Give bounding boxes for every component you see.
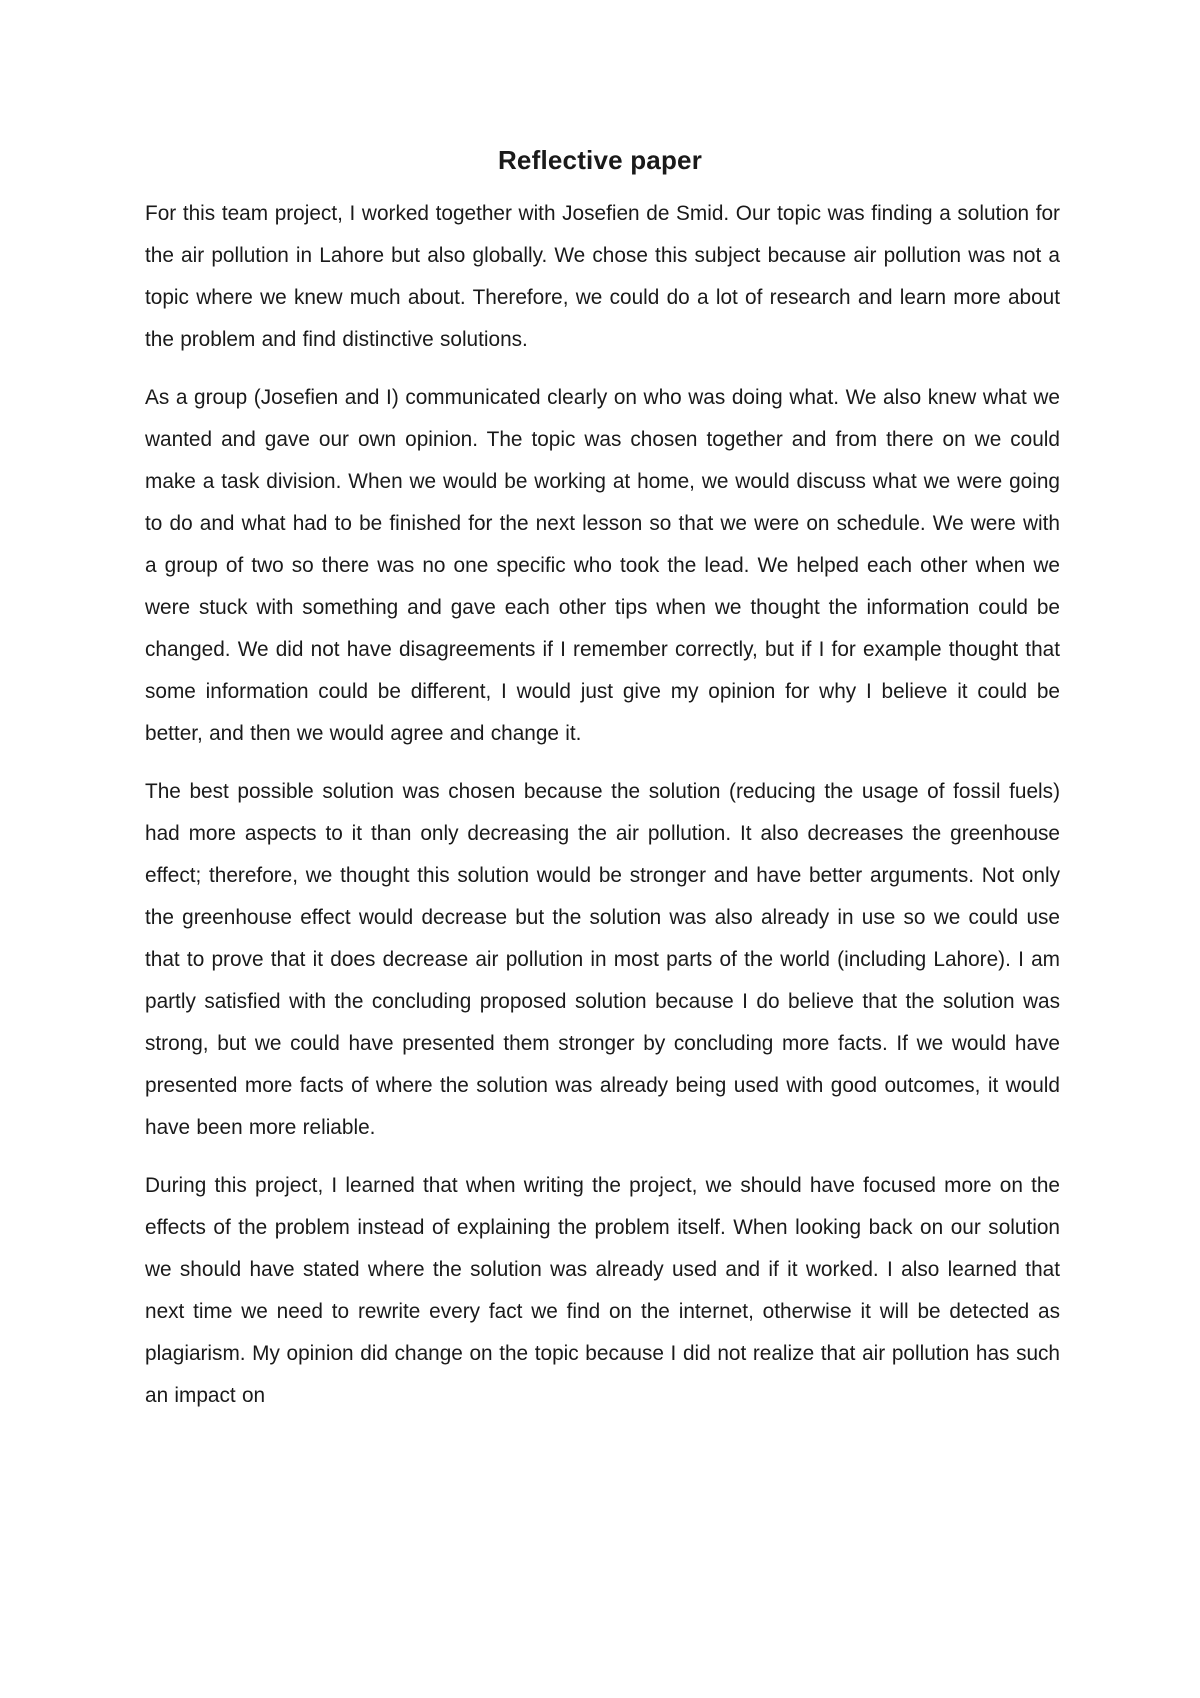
paragraph-2: As a group (Josefien and I) communicated clearly on who was doing what. We also knew what we wanted and gave our own opinion. The topic was chosen together and from there on we could make a task division. When we would be working at home, we would discuss what we were going to do and what had to be finished for the next lesson so that we were on schedule. We were with a group of two so there was no one specific who took the lead. We helped each other when we were stuck with something and gave each other tips when we thought the information could be changed. We did not have disagreements if I remember correctly, but if I for example thought that some information could be different, I would just give my opinion for why I believe it could be better, and then we would agree and change it.: [145, 386, 1060, 745]
paragraph-1: For this team project, I worked together with Josefien de Smid. Our topic was finding a solution for the air pollution in Lahore but also globally. We chose this subject because air pollution was not a topic where we knew much about. Therefore, we could do a lot of research and learn more about the problem and find distinctive solutions.: [145, 202, 1060, 351]
document-body: [145, 193, 1060, 1433]
paragraph-4: During this project, I learned that when writing the project, we should have focused more on the effects of the problem instead of explaining the problem itself. When looking back on our solution we should have stated where the solution was already used and if it worked. I also learned that next time we need to rewrite every fact we find on the internet, otherwise it will be detected as plagiarism. My opinion did change on the topic because I did not realize that air pollution has such an impact on: [145, 1174, 1060, 1407]
document-title: Reflective paper: [497, 145, 703, 175]
paragraph-3: The best possible solution was chosen because the solution (reducing the usage of fossil fuels) had more aspects to it than only decreasing the air pollution. It also decreases the greenhouse effect; therefore, we thought this solution would be stronger and have better arguments. Not only the greenhouse effect would decrease but the solution was also already in use so we could use that to prove that it does decrease air pollution in most parts of the world (including Lahore). I am partly satisfied with the concluding proposed solution because I do believe that the solution was strong, but we could have presented them stronger by concluding more facts. If we would have presented more facts of where the solution was already being used with good outcomes, it would have been more reliable.: [145, 780, 1060, 1139]
